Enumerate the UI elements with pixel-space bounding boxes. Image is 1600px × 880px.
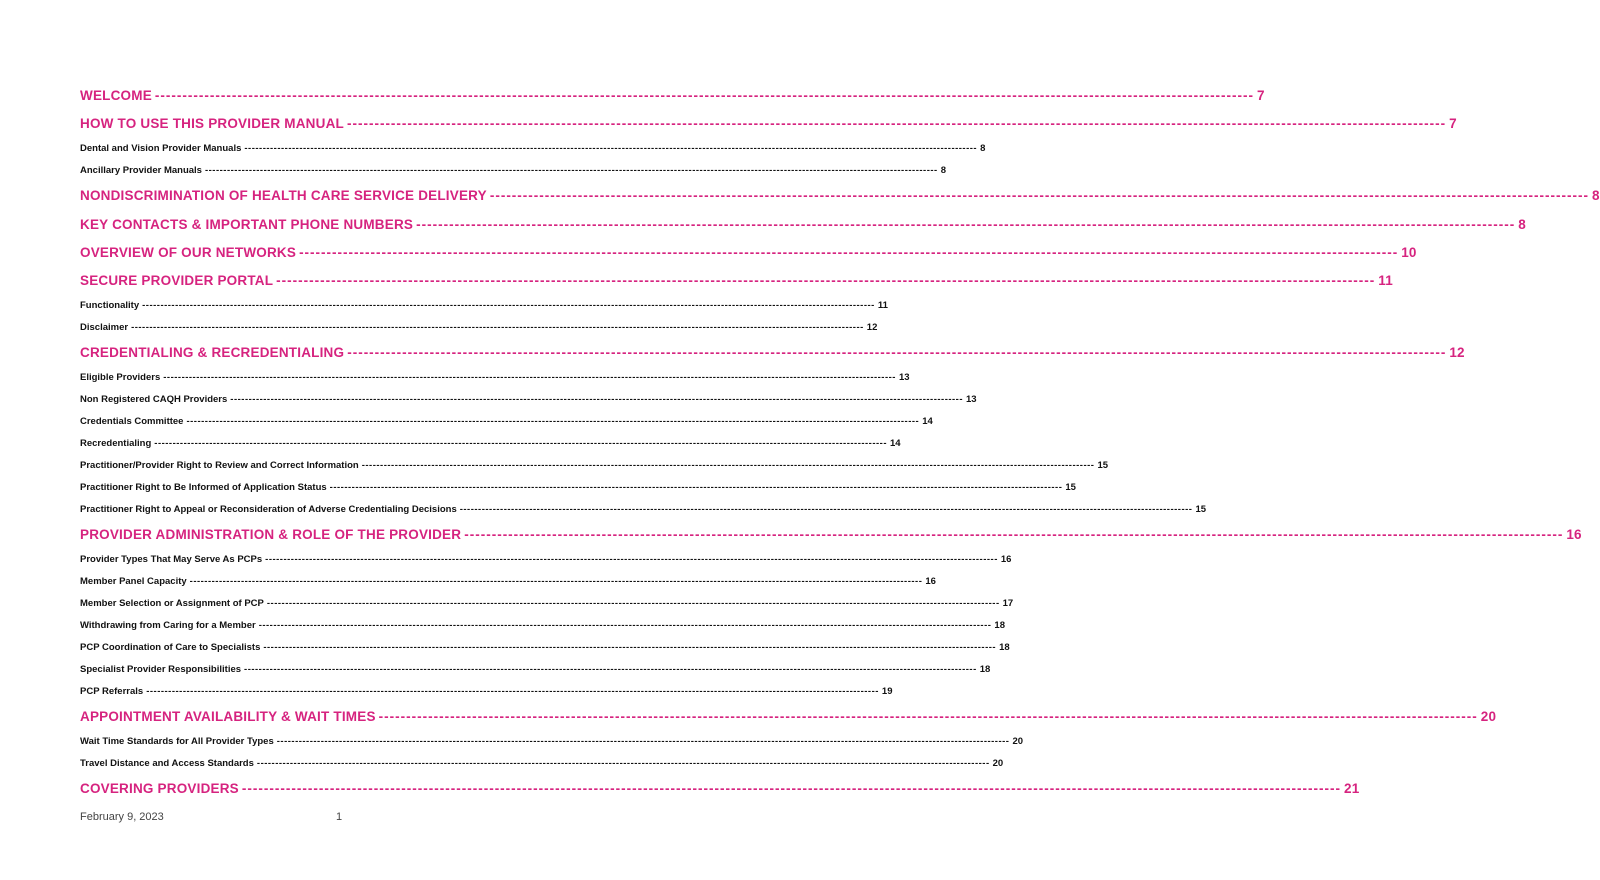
toc-entry-label: Practitioner Right to Be Informed of Application Status <box>80 482 327 493</box>
toc-leader-dashes: -------------------------------------------------------------------------------------------------------------------------------------------------------------------------------------------------------- <box>276 273 1376 288</box>
toc-subsection-entry[interactable] <box>80 460 1109 471</box>
toc-entry-page-number: 12 <box>866 322 878 333</box>
toc-leader-dashes: -------------------------------------------------------------------------------------------------------------------------------------------------------------------------------------------------------- <box>263 642 997 653</box>
toc-subsection-entry[interactable] <box>80 664 991 675</box>
toc-leader-dashes: -------------------------------------------------------------------------------------------------------------------------------------------------------------------------------------------------------- <box>142 300 875 311</box>
toc-entry-label: OVERVIEW OF OUR NETWORKS <box>80 245 297 260</box>
toc-entry-label: HOW TO USE THIS PROVIDER MANUAL <box>80 116 344 131</box>
toc-leader-dashes: -------------------------------------------------------------------------------------------------------------------------------------------------------------------------------------------------------- <box>230 394 964 405</box>
toc-subsection-entry[interactable] <box>80 598 1014 609</box>
toc-subsection-entry[interactable] <box>80 736 1024 747</box>
toc-leader-dashes: -------------------------------------------------------------------------------------------------------------------------------------------------------------------------------------------------------- <box>459 504 1193 515</box>
toc-section-entry[interactable] <box>80 345 1465 360</box>
toc-leader-dashes: -------------------------------------------------------------------------------------------------------------------------------------------------------------------------------------------------------- <box>256 758 990 769</box>
toc-section-entry[interactable] <box>80 217 1526 232</box>
toc-leader-dashes: -------------------------------------------------------------------------------------------------------------------------------------------------------------------------------------------------------- <box>347 345 1447 360</box>
toc-entry-label: Practitioner/Provider Right to Review and Correct Information <box>80 460 359 471</box>
toc-entry-label: Wait Time Standards for All Provider Types <box>80 736 274 747</box>
toc-leader-dashes: -------------------------------------------------------------------------------------------------------------------------------------------------------------------------------------------------------- <box>241 781 1342 796</box>
toc-entry-page-number: 19 <box>881 686 893 697</box>
toc-entry-label: NONDISCRIMINATION OF HEALTH CARE SERVICE DELIVERY <box>80 188 487 203</box>
toc-section-entry[interactable] <box>80 188 1600 203</box>
toc-leader-dashes: -------------------------------------------------------------------------------------------------------------------------------------------------------------------------------------------------------- <box>299 245 1399 260</box>
toc-entry-label: Travel Distance and Access Standards <box>80 758 254 769</box>
toc-entry-label: Eligible Providers <box>80 372 161 383</box>
toc-entry-page-number: 10 <box>1401 245 1417 260</box>
toc-entry-page-number: 18 <box>979 664 991 675</box>
toc-section-entry[interactable] <box>80 527 1582 542</box>
toc-entry-page-number: 15 <box>1195 504 1207 515</box>
toc-entry-page-number: 20 <box>1480 709 1497 724</box>
toc-entry-label: Non Registered CAQH Providers <box>80 394 228 405</box>
toc-subsection-entry[interactable] <box>80 504 1207 515</box>
toc-leader-dashes: -------------------------------------------------------------------------------------------------------------------------------------------------------------------------------------------------------- <box>265 554 998 565</box>
toc-leader-dashes: -------------------------------------------------------------------------------------------------------------------------------------------------------------------------------------------------------- <box>258 620 992 631</box>
toc-leader-dashes: -------------------------------------------------------------------------------------------------------------------------------------------------------------------------------------------------------- <box>146 686 879 697</box>
toc-entry-page-number: 20 <box>992 758 1004 769</box>
toc-entry-label: Ancillary Provider Manuals <box>80 165 202 176</box>
toc-entry-label: Specialist Provider Responsibilities <box>80 664 242 675</box>
toc-subsection-entry[interactable] <box>80 758 1004 769</box>
toc-leader-dashes: -------------------------------------------------------------------------------------------------------------------------------------------------------------------------------------------------------- <box>266 598 1000 609</box>
toc-subsection-entry[interactable] <box>80 300 888 311</box>
toc-entry-page-number: 15 <box>1065 482 1076 493</box>
toc-subsection-entry[interactable] <box>80 620 1005 631</box>
toc-entry-label: COVERING PROVIDERS <box>80 781 239 796</box>
toc-entry-page-number: 8 <box>1518 217 1526 232</box>
toc-entry-page-number: 20 <box>1012 736 1024 747</box>
toc-entry-page-number: 12 <box>1449 345 1465 360</box>
toc-subsection-entry[interactable] <box>80 438 901 449</box>
toc-section-entry[interactable] <box>80 273 1393 288</box>
toc-entry-label: SECURE PROVIDER PORTAL <box>80 273 274 288</box>
toc-entry-page-number: 21 <box>1344 781 1360 796</box>
toc-leader-dashes: -------------------------------------------------------------------------------------------------------------------------------------------------------------------------------------------------------- <box>276 736 1010 747</box>
toc-entry-page-number: 7 <box>1257 88 1265 103</box>
toc-entry-page-number: 11 <box>1378 273 1393 288</box>
toc-entry-label: Member Panel Capacity <box>80 576 187 587</box>
toc-entry-label: Member Selection or Assignment of PCP <box>80 598 264 609</box>
toc-entry-page-number: 16 <box>925 576 936 587</box>
toc-section-entry[interactable] <box>80 88 1265 103</box>
toc-leader-dashes: -------------------------------------------------------------------------------------------------------------------------------------------------------------------------------------------------------- <box>244 143 978 154</box>
toc-entry-page-number: 8 <box>940 165 946 176</box>
footer-date: February 9, 2023 <box>80 811 164 823</box>
toc-entry-page-number: 15 <box>1097 460 1109 471</box>
toc-leader-dashes: -------------------------------------------------------------------------------------------------------------------------------------------------------------------------------------------------------- <box>163 372 896 383</box>
toc-leader-dashes: -------------------------------------------------------------------------------------------------------------------------------------------------------------------------------------------------------- <box>416 217 1516 232</box>
toc-subsection-entry[interactable] <box>80 372 910 383</box>
toc-leader-dashes: -------------------------------------------------------------------------------------------------------------------------------------------------------------------------------------------------------- <box>186 416 920 427</box>
toc-entry-page-number: 17 <box>1002 598 1014 609</box>
toc-section-entry[interactable] <box>80 781 1360 796</box>
toc-subsection-entry[interactable] <box>80 686 893 697</box>
toc-entry-page-number: 7 <box>1449 116 1457 131</box>
toc-entry-label: CREDENTIALING & RECREDENTIALING <box>80 345 345 360</box>
toc-entry-page-number: 16 <box>1566 527 1582 542</box>
toc-entry-label: PROVIDER ADMINISTRATION & ROLE OF THE PROVIDER <box>80 527 462 542</box>
toc-section-entry[interactable] <box>80 709 1497 724</box>
toc-entry-label: WELCOME <box>80 88 152 103</box>
toc-entry-page-number: 18 <box>994 620 1005 631</box>
toc-entry-page-number: 11 <box>877 300 888 311</box>
toc-subsection-entry[interactable] <box>80 482 1076 493</box>
toc-leader-dashes: -------------------------------------------------------------------------------------------------------------------------------------------------------------------------------------------------------- <box>489 188 1589 203</box>
toc-leader-dashes: -------------------------------------------------------------------------------------------------------------------------------------------------------------------------------------------------------- <box>131 322 864 333</box>
toc-entry-label: Functionality <box>80 300 140 311</box>
toc-entry-label: APPOINTMENT AVAILABILITY & WAIT TIMES <box>80 709 376 724</box>
toc-subsection-entry[interactable] <box>80 416 933 427</box>
toc-section-entry[interactable] <box>80 116 1457 131</box>
toc-leader-dashes: -------------------------------------------------------------------------------------------------------------------------------------------------------------------------------------------------------- <box>329 482 1063 493</box>
toc-entry-label: Recredentialing <box>80 438 152 449</box>
toc-entry-label: KEY CONTACTS & IMPORTANT PHONE NUMBERS <box>80 217 414 232</box>
toc-entry-label: PCP Referrals <box>80 686 144 697</box>
toc-entry-page-number: 13 <box>898 372 910 383</box>
toc-leader-dashes: -------------------------------------------------------------------------------------------------------------------------------------------------------------------------------------------------------- <box>244 664 977 675</box>
toc-leader-dashes: -------------------------------------------------------------------------------------------------------------------------------------------------------------------------------------------------------- <box>189 576 923 587</box>
footer-page-number: 1 <box>336 811 343 823</box>
toc-subsection-entry[interactable] <box>80 576 936 587</box>
toc-entry-label: Practitioner Right to Appeal or Reconsideration of Adverse Credentialing Decisions <box>80 504 457 515</box>
toc-subsection-entry[interactable] <box>80 322 878 333</box>
toc-subsection-entry[interactable] <box>80 394 977 405</box>
toc-section-entry[interactable] <box>80 245 1417 260</box>
toc-entry-label: Disclaimer <box>80 322 129 333</box>
toc-leader-dashes: -------------------------------------------------------------------------------------------------------------------------------------------------------------------------------------------------------- <box>346 116 1447 131</box>
toc-leader-dashes: -------------------------------------------------------------------------------------------------------------------------------------------------------------------------------------------------------- <box>154 88 1255 103</box>
toc-entry-label: Dental and Vision Provider Manuals <box>80 143 242 154</box>
toc-leader-dashes: -------------------------------------------------------------------------------------------------------------------------------------------------------------------------------------------------------- <box>464 527 1564 542</box>
toc-entry-page-number: 8 <box>980 143 986 154</box>
toc-leader-dashes: -------------------------------------------------------------------------------------------------------------------------------------------------------------------------------------------------------- <box>154 438 887 449</box>
toc-entry-page-number: 8 <box>1591 188 1600 203</box>
toc-leader-dashes: -------------------------------------------------------------------------------------------------------------------------------------------------------------------------------------------------------- <box>361 460 1095 471</box>
toc-entry-label: Withdrawing from Caring for a Member <box>80 620 256 631</box>
toc-subsection-entry[interactable] <box>80 143 986 154</box>
toc-entry-page-number: 14 <box>922 416 933 427</box>
toc-entry-label: PCP Coordination of Care to Specialists <box>80 642 261 653</box>
toc-subsection-entry[interactable] <box>80 642 1010 653</box>
toc-entry-page-number: 16 <box>1000 554 1012 565</box>
toc-entry-label: Credentials Committee <box>80 416 184 427</box>
toc-entry-page-number: 18 <box>999 642 1010 653</box>
toc-entry-page-number: 14 <box>890 438 901 449</box>
toc-subsection-entry[interactable] <box>80 554 1012 565</box>
toc-leader-dashes: -------------------------------------------------------------------------------------------------------------------------------------------------------------------------------------------------------- <box>378 709 1478 724</box>
toc-subsection-entry[interactable] <box>80 165 946 176</box>
toc-entry-page-number: 13 <box>966 394 977 405</box>
toc-leader-dashes: -------------------------------------------------------------------------------------------------------------------------------------------------------------------------------------------------------- <box>204 165 938 176</box>
toc-entry-label: Provider Types That May Serve As PCPs <box>80 554 263 565</box>
